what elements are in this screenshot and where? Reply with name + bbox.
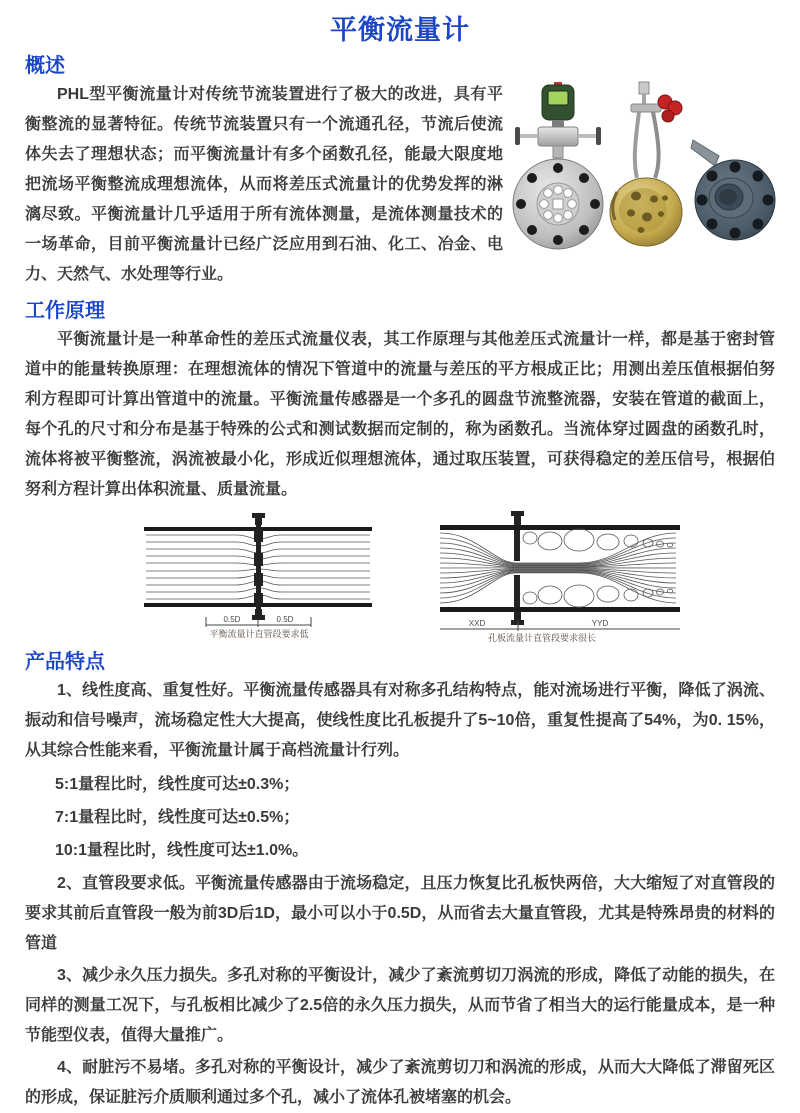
overview-heading: 概述	[25, 55, 65, 77]
product-photos	[511, 82, 775, 256]
flow-diagrams	[25, 511, 775, 643]
wafer-flange-flowmeter-photo	[689, 134, 775, 254]
section-features	[25, 645, 775, 1113]
features-heading: 产品特点	[25, 651, 105, 673]
orifice-left-label: XXD	[468, 619, 486, 628]
principle-paragraph: 平衡流量计是一种革命性的差压式流量仪表，其工作原理与其他差压式流量计一样，都是基于密封管道中的能量转换原理：在理想流体的情况下管道中的流量与差压的平方根成正比；用测出差压值根据伯努利方程即可计算出管道中的流量。平衡流量传感器是一个多孔的圆盘节流整流器，安装在管道的截面上，每个孔的尺寸和分布是基于特殊的公式和测试数据而定制的，称为函数孔。当流体穿过圆盘的函数孔时，流体将被平衡整流，涡流被最小化，形成近似理想流体，通过取压装置，可获得稳定的差压信号，根据伯努利方程计算出体积流量、质量流量。	[25, 331, 775, 498]
section-overview	[25, 49, 775, 290]
overview-paragraph: PHL型平衡流量计对传统节流装置进行了极大的改进，具有平衡整流的显著特征。传统节流装置只有一个流通孔径，节流后使流体失去了理想状态；而平衡流量计有多个函数孔径，能最大限度地把流场平衡整流成理想流体，从而将差压式流量计的优势发挥的淋漓尽致。平衡流量计几乎适用于所有流体测量，是流体测量技术的一场革命，目前平衡流量计已经广泛应用到石油、化工、冶金、电力、天然气、水处理等行业。	[25, 86, 503, 283]
balanced-diagram-caption: 平衡流量计直管段要求低	[209, 629, 309, 639]
feature-linearity: 1、线性度高、重复性好。平衡流量传感器具有对称多孔结构特点，能对流场进行平衡，降低了涡流、振动和信号噪声，流场稳定性大大提高，使线性度比孔板提升了5~10倍，重复性提高了54%，为0. 15%，从其综合性能来看，平衡流量计属于高档流量计行列。	[25, 682, 775, 759]
dim-left-label: 0.5D	[223, 615, 241, 624]
principle-heading: 工作原理	[25, 300, 105, 322]
dim-right-label: 0.5D	[276, 615, 294, 624]
orifice-diagram-caption: 孔板流量计直管段要求很长	[487, 633, 597, 643]
dp-transmitter-flowmeter-photo	[511, 82, 605, 254]
orifice-right-label: YYD	[591, 619, 609, 628]
ratio-item-5-1: 5:1量程比时，线性度可达±0.3%；	[55, 776, 300, 793]
section-principle	[25, 294, 775, 505]
balanced-flowmeter-diagram	[128, 511, 390, 643]
ratio-item-10-1: 10:1量程比时，线性度可达±1.0%。	[55, 842, 309, 859]
feature-pressure-loss: 3、减少永久压力损失。多孔对称的平衡设计，减少了紊流剪切刀涡流的形成，降低了动能的损失，在同样的测量工况下，与孔板相比减少了2.5倍的永久压力损失，从而节省了相当大的运行能量成本，是一种节能型仪表，值得大量推广。	[25, 967, 775, 1044]
valve-manifold-flowmeter-photo	[609, 82, 685, 254]
feature-straight-run: 2、直管段要求低。平衡流量传感器由于流场稳定，且压力恢复比孔板快两倍，大大缩短了对直管段的要求其前后直管段一般为前3D后1D，最小可以小于0.5D，从而省去大量直管段，尤其是特殊昂贵的材料的管道	[25, 875, 775, 952]
page-title: 平衡流量计	[330, 15, 470, 45]
feature-anti-clog: 4、耐脏污不易堵。多孔对称的平衡设计，减少了紊流剪切刀和涡流的形成，从而大大降低了滞留死区的形成，保证脏污介质顺利通过多个孔，减小了流体孔被堵塞的机会。	[25, 1059, 775, 1106]
ratio-item-7-1: 7:1量程比时，线性度可达±0.5%；	[55, 809, 300, 826]
orifice-flowmeter-diagram	[432, 511, 702, 643]
